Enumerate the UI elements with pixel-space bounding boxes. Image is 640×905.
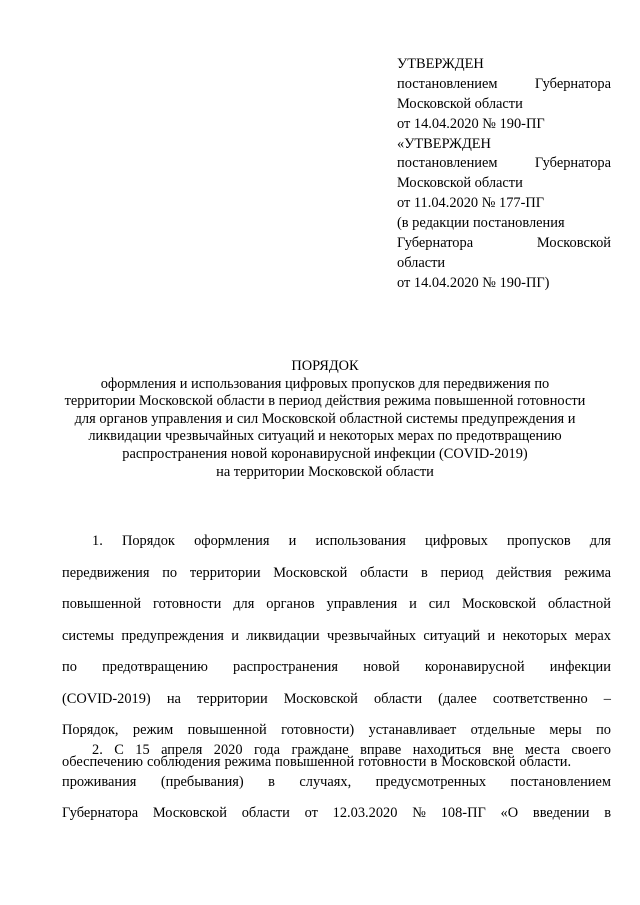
body-word: передвижения: [62, 564, 150, 581]
body-line: [62, 691, 611, 711]
body-word: сил: [428, 596, 451, 612]
body-word: распространения: [233, 659, 338, 675]
body-word: (пребывания): [160, 773, 244, 790]
body-word: ситуаций: [423, 627, 481, 644]
body-word: введении: [532, 805, 590, 821]
body-word: «О: [500, 805, 519, 821]
body-word: вправе: [360, 742, 402, 758]
approval-line: «УТВЕРЖДЕН: [397, 135, 491, 152]
title-line: для органов управления и сил Московской областной системы предупреждения и: [74, 410, 576, 427]
body-word: оформления: [194, 533, 270, 549]
body-word: С: [114, 742, 124, 758]
body-word: Московской: [273, 564, 348, 581]
title-line: на территории Московской области: [216, 463, 434, 480]
approval-word: Московской: [536, 235, 611, 252]
body-word: отдельные: [470, 722, 535, 738]
approval-line: [397, 234, 611, 254]
body-word: Порядок,: [62, 722, 119, 738]
approval-line: Московской области: [397, 175, 523, 192]
approval-line: Московской области: [397, 95, 523, 112]
body-line: [62, 628, 611, 648]
body-word: своего: [571, 742, 611, 758]
body-word: мерах: [574, 627, 611, 644]
body-word: области.: [519, 753, 572, 770]
body-word: в: [268, 773, 275, 790]
approval-word: Губернатора: [534, 155, 611, 172]
body-word: территории: [189, 564, 261, 581]
body-word: Московской: [283, 690, 358, 707]
body-line: [62, 596, 611, 616]
body-word: повышенной: [62, 596, 142, 612]
body-word: чрезвычайных: [326, 627, 417, 644]
body-word: соответственно: [492, 690, 588, 707]
body-word: Порядок: [121, 533, 175, 549]
body-word: повышенной: [275, 753, 355, 770]
body-word: по: [596, 722, 611, 738]
body-word: в: [430, 753, 438, 770]
title-heading: ПОРЯДОК: [291, 358, 359, 374]
body-word: в: [604, 805, 611, 821]
approval-word: постановлением: [397, 155, 498, 172]
approval-line: УТВЕРЖДЕН: [397, 56, 484, 72]
body-word: системы: [62, 627, 114, 644]
body-word: предупреждения: [121, 627, 224, 644]
body-word: готовности): [281, 722, 355, 738]
body-word: находиться: [412, 742, 482, 758]
body-word: предусмотренных: [375, 773, 487, 790]
body-word: период: [440, 564, 484, 581]
body-word: областной: [547, 596, 611, 612]
approval-line: [397, 75, 611, 95]
body-word: ликвидации: [246, 627, 320, 644]
body-word: проживания: [62, 773, 137, 790]
body-word: 12.03.2020: [332, 805, 398, 821]
body-word: использования: [315, 533, 406, 549]
title-line: распространения новой коронавирусной инфекции (COVID-2019): [122, 445, 528, 462]
body-word: от: [304, 805, 318, 821]
body-word: 108-ПГ: [440, 805, 486, 821]
body-word: места: [524, 742, 560, 758]
body-word: инфекции: [549, 659, 611, 675]
body-word: постановлением: [510, 773, 611, 790]
approval-line: от 11.04.2020 № 177-ПГ: [397, 195, 545, 212]
body-word: №: [412, 805, 426, 821]
body-line: [62, 722, 611, 742]
body-word: и: [409, 596, 417, 612]
body-word: для: [589, 533, 611, 549]
body-word: соблюдения: [146, 753, 221, 770]
body-word: года: [253, 742, 281, 758]
body-word: органов: [266, 596, 315, 612]
body-word: 2.: [92, 742, 103, 758]
body-word: Губернатора: [62, 805, 139, 821]
body-line: [92, 533, 611, 553]
body-word: и: [288, 533, 297, 549]
body-word: граждане: [291, 742, 349, 758]
body-word: устанавливает: [368, 722, 457, 738]
body-word: Московской: [461, 596, 537, 612]
body-word: режима: [224, 753, 272, 770]
body-line: [92, 742, 611, 762]
body-word: области: [373, 690, 423, 707]
body-word: по: [62, 659, 77, 675]
body-word: вне: [492, 742, 514, 758]
body-word: Московской: [441, 753, 516, 770]
body-word: действия: [496, 564, 552, 581]
body-word: случаях,: [299, 773, 352, 790]
document-title: [40, 358, 610, 481]
body-word: 2020: [213, 742, 243, 758]
approval-word: постановлением: [397, 75, 498, 92]
body-word: 15: [135, 742, 150, 758]
body-line: [62, 774, 611, 794]
body-word: коронавирусной: [424, 659, 525, 675]
approval-line: [397, 154, 611, 174]
body-word: и: [231, 627, 239, 644]
body-word: предотвращению: [102, 659, 208, 675]
body-word: области: [360, 564, 409, 581]
body-word: в: [421, 564, 428, 581]
body-line: [62, 659, 611, 679]
approval-word: Губернатора: [534, 75, 611, 92]
body-word: (COVID-2019): [62, 690, 151, 707]
approval-line: от 14.04.2020 № 190-ПГ): [397, 274, 550, 291]
body-line: [62, 565, 611, 585]
body-word: для: [233, 596, 255, 612]
body-word: и: [487, 627, 496, 644]
body-word: повышенной: [187, 722, 267, 738]
approval-line: области: [397, 254, 446, 271]
body-word: апреля: [161, 742, 203, 758]
body-word: готовности: [358, 753, 427, 770]
body-word: пропусков: [506, 533, 571, 549]
body-word: меры: [549, 722, 582, 738]
body-word: новой: [363, 659, 400, 675]
body-word: –: [603, 690, 611, 707]
title-line: ликвидации чрезвычайных ситуаций и некоторых мерах по предотвращению: [88, 428, 562, 445]
approval-line: (в редакции постановления: [397, 215, 565, 232]
approval-word: Губернатора: [397, 235, 474, 252]
approval-block: [397, 55, 611, 294]
approval-line: от 14.04.2020 № 190-ПГ: [397, 115, 545, 132]
title-line: территории Московской области в период действия режима повышенной готовности: [64, 393, 586, 410]
body-word: области: [241, 805, 290, 821]
body-word: Московской: [152, 805, 227, 821]
body-word: готовности: [153, 596, 222, 612]
title-line: оформления и использования цифровых пропусков для передвижения по: [100, 375, 550, 392]
body-word: режима: [564, 564, 611, 581]
body-word: обеспечению: [62, 753, 143, 770]
body-word: цифровых: [425, 533, 488, 549]
body-word: на: [166, 690, 181, 707]
body-word: некоторых: [502, 627, 568, 644]
body-word: по: [162, 564, 178, 581]
body-word: территории: [197, 690, 268, 707]
body-word: управления: [326, 596, 398, 612]
body-line: [62, 805, 611, 825]
body-word: режим: [132, 722, 174, 738]
body-word: (далее: [438, 690, 477, 707]
body-word: 1.: [92, 533, 103, 549]
